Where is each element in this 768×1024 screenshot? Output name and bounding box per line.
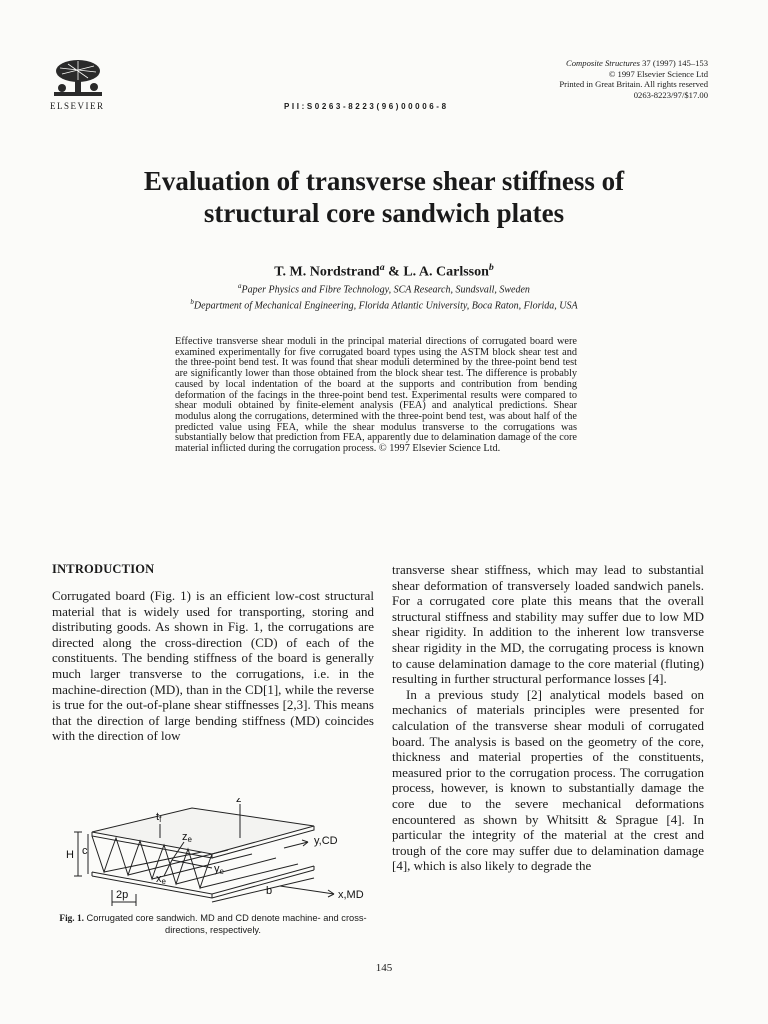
label-ycd: y,CD — [314, 835, 338, 847]
printed-line: Printed in Great Britain. All rights reserved — [559, 79, 708, 89]
label-z: z — [236, 798, 242, 805]
title-line-2: structural core sandwich plates — [203, 198, 565, 228]
section-heading-introduction: INTRODUCTION — [52, 562, 155, 576]
author-1: T. M. Nordstrand — [274, 264, 380, 280]
affiliations — [60, 280, 708, 313]
label-H: H — [66, 849, 74, 861]
label-xe-sub: e — [161, 877, 166, 886]
copyright-line: © 1997 Elsevier Science Ltd — [608, 68, 708, 79]
abstract: Effective transverse shear moduli in the principal material directions of corrugated board were examined experimentally for five corrugated board types using the ASTM block shear test and the three-point bend test. It was found that shear moduli determined by the three-point bend test are significantly lower than those obtained from the block shear test. The difference is probably caused by local indentation of the board at the supports and contribution from bending deformation of the facings in the three-point bend test. Experimental results were compared to shear moduli obtained by finite-element analysis (FEA) and analytical predictions. Shear modulus along the corrugations, determined with the three-point bend test, was about half of the predicted value using FEA, while the shear modulus transverse to the corrugations was substantially below that prediction from FEA, apparently due to delamination damage of the core material inflicted during the corrugation process. © 1997 Elsevier Science Ltd. — [175, 336, 577, 455]
caption-label: Fig. 1. — [59, 914, 84, 924]
journal-info — [408, 58, 708, 100]
affiliation-b-mark: b — [190, 298, 194, 307]
label-b: b — [266, 885, 273, 897]
author-1-affil-mark: a — [379, 262, 385, 273]
caption-text: Corrugated core sandwich. MD and CD denote machine- and cross-directions, respectively. — [86, 913, 367, 935]
affiliation-b-text: Department of Mechanical Engineering, Florida Atlantic University, Boca Raton, Florida, USA — [193, 300, 578, 312]
label-c: c — [82, 845, 88, 857]
label-ye-sub: e — [219, 867, 224, 876]
label-xmd: x,MD — [338, 889, 364, 901]
figure-caption — [52, 913, 374, 936]
paper-title — [60, 165, 708, 229]
author-separator: & — [384, 264, 404, 280]
journal-name: Composite Structures — [566, 58, 640, 68]
intro-paragraph-1: Corrugated board (Fig. 1) is an efficient low-cost structural material that is widely used for transporting, storing and distributing goods. As shown in Fig. 1, the corrugations are directed along the cross-direction (CD) of each of the constituents. The bending stiffness of the board is generally much larger transverse to the corrugations, i.e. in the machine-direction (MD), than in the CD[1], while the reverse is true for the out-of-plane shear stiffnesses [2,3]. This means that the direction of large bending stiffness (MD) coincides with the direction of low — [52, 588, 374, 744]
label-tf-sub: f — [159, 815, 162, 824]
affiliation-a — [60, 280, 708, 296]
publisher-name: ELSEVIER — [50, 101, 105, 111]
author-2-affil-mark: b — [488, 262, 494, 273]
label-ze-sub: e — [187, 835, 192, 844]
label-ye-main: y — [214, 863, 220, 875]
intro-paragraph-2: transverse shear stiffness, which may lead to substantial shear deformation of transversely loaded sandwich panels. For a corrugated core plate this means that the overall structural stiffness and stability may suffer due to low MD shear rigidity. In addition to the inherent low transverse shear rigidity in the MD, the corrugating process is known to cause delamination damage to the core material (fluting) resulting in further structural performance losses [4]. — [392, 562, 704, 687]
sandwich-diagram — [52, 798, 374, 910]
label-tf — [156, 811, 162, 824]
page-number: 145 — [375, 962, 393, 974]
pii-code: PII:S0263-8223(96)00006-8 — [284, 102, 449, 111]
label-ye — [214, 863, 225, 876]
title-line-1: Evaluation of transverse shear stiffness of — [143, 166, 625, 196]
right-column — [392, 562, 704, 874]
affiliation-a-text: Paper Physics and Fibre Technology, SCA Research, Sundsvall, Sweden — [241, 284, 530, 296]
journal-citation — [408, 58, 708, 69]
label-xe-main: x — [156, 873, 162, 885]
figure-1 — [52, 798, 374, 910]
intro-paragraph-3: In a previous study [2] analytical models based on mechanics of materials principles were presented for calculation of the transverse shear moduli of corrugated board. The analysis is based on the geometry of the core, thickness and material properties of the constituents, measured prior to the corrugation process. The corrugation process, however, is known to substantially damage the core due to the severe mechanical deformations encountered as shown by Whitsitt & Sprague [4]. In particular the integrity of the material at the crest and trough of the core may suffer due to delamination damage [4], which is also likely to degrade the — [392, 686, 704, 874]
journal-volume: 37 (1997) 145–153 — [642, 58, 708, 68]
label-tf-main: t — [156, 811, 160, 823]
affiliation-b — [60, 296, 708, 312]
affiliation-a-mark: a — [238, 282, 242, 290]
publisher-logo — [50, 58, 110, 111]
elsevier-tree-icon — [50, 58, 106, 100]
author-2: L. A. Carlsson — [403, 264, 489, 280]
label-ze-main: z — [182, 831, 188, 843]
price-line: 0263-8223/97/$17.00 — [633, 89, 708, 100]
left-column — [52, 562, 374, 744]
label-2p: 2p — [116, 889, 129, 901]
author-list — [60, 262, 708, 281]
